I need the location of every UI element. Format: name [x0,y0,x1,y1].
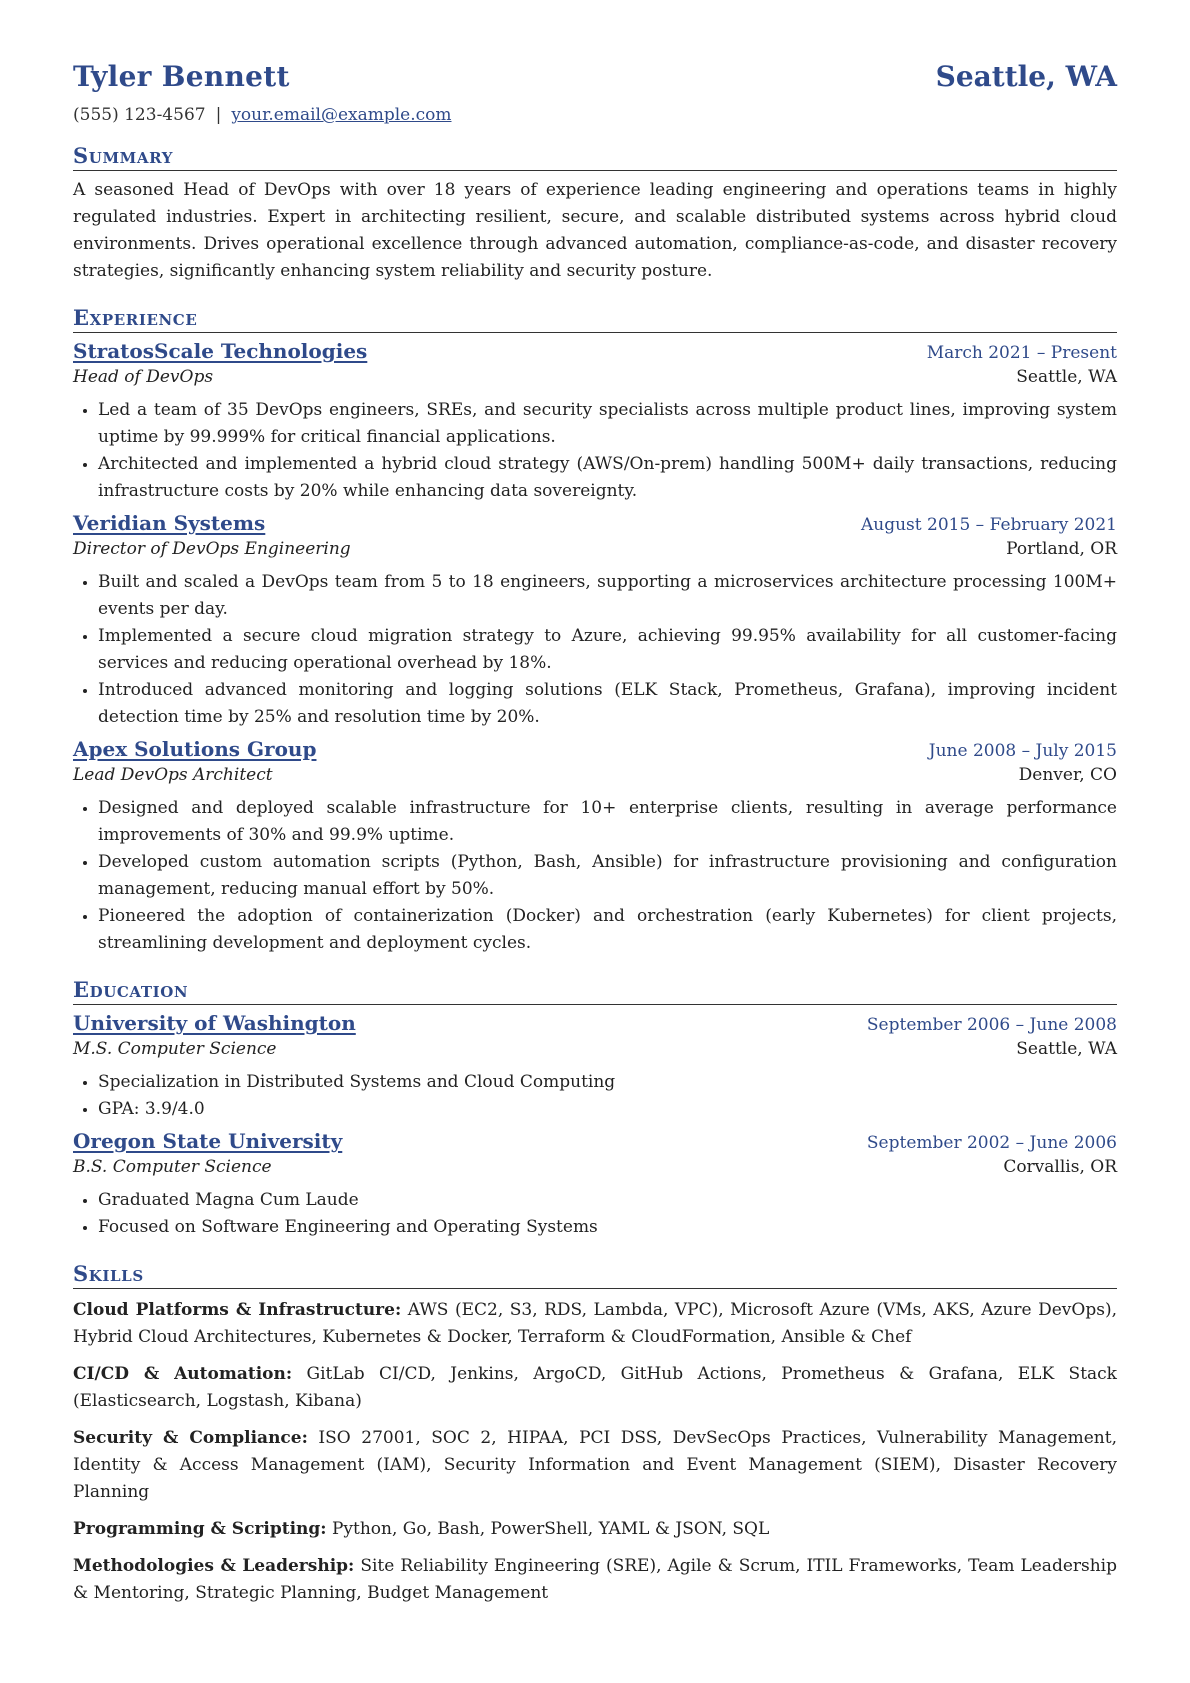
bullet-item: • Pioneered the adoption of containerization (Docker) and orchestration (early Kubernetes) for client projects, streamlining development and deployment cycles. [98,903,1117,957]
organization-link[interactable]: Oregon State University [73,1129,343,1153]
entry-role: Lead DevOps Architect [73,765,273,785]
candidate-location: Seattle, WA [935,60,1117,93]
bullet-item: • Implemented a secure cloud migration strategy to Azure, achieving 99.95% availability for all customer-facing services and reducing operational overhead by 18%. [98,623,1117,677]
entry-header [73,339,1117,363]
entry-header [73,1011,1117,1035]
entry-bullets [73,397,1117,505]
section-title-skills: Skills [73,1261,1117,1289]
bullet-item: • Designed and deployed scalable infrastructure for 10+ enterprise clients, resulting in average performance improvements of 30% and 99.9% uptime. [98,795,1117,849]
email-link[interactable]: your.email@example.com [231,105,452,125]
bullet-item: • Specialization in Distributed Systems and Cloud Computing [98,1069,1117,1096]
education-entry [73,1011,1117,1123]
skill-row [73,1425,1117,1506]
skill-values: Site Reliability Engineering (SRE), Agile & Scrum, ITIL Frameworks, Team Leadership & Mentoring, Strategic Planning, Budget Management [73,1556,1118,1603]
entry-bullets [73,569,1117,731]
skill-values: GitLab CI/CD, Jenkins, ArgoCD, GitHub Actions, Prometheus & Grafana, ELK Stack (Elasticsearch, Logstash, Kibana) [73,1364,1117,1411]
organization-link[interactable]: University of Washington [73,1011,356,1035]
entry-subheader [73,1157,1117,1177]
experience-entry [73,339,1117,505]
entry-location: Seattle, WA [1016,1039,1117,1059]
organization-link[interactable]: StratosScale Technologies [73,339,368,363]
bullet-item: • Introduced advanced monitoring and logging solutions (ELK Stack, Prometheus, Grafana), improving incident detection time by 25% and resolution time by 20%. [98,677,1117,731]
skill-row [73,1361,1117,1415]
phone-number: (555) 123-4567 [73,105,206,125]
bullet-item: • Architected and implemented a hybrid cloud strategy (AWS/On-prem) handling 500M+ daily transactions, reducing infrastructure costs by 20% while enhancing data sovereignty. [98,451,1117,505]
skill-row [73,1553,1117,1607]
bullet-item: • Built and scaled a DevOps team from 5 to 18 engineers, supporting a microservices architecture processing 100M+ events per day. [98,569,1117,623]
skill-category: Programming & Scripting: [73,1519,327,1539]
entry-role: B.S. Computer Science [73,1157,272,1177]
entry-location: Corvallis, OR [1003,1157,1117,1177]
entry-location: Seattle, WA [1016,367,1117,387]
entry-bullets [73,1187,1117,1241]
skill-values: AWS (EC2, S3, RDS, Lambda, VPC), Microsoft Azure (VMs, AKS, Azure DevOps), Hybrid Cloud Architectures, Kubernetes & Docker, Terraform & CloudFormation, Ansible & Chef [73,1300,1117,1347]
education-list [73,1011,1117,1241]
skill-category: Cloud Platforms & Infrastructure: [73,1300,402,1320]
entry-bullets [73,1069,1117,1123]
experience-list [73,339,1117,957]
section-title-experience: Experience [73,305,1117,333]
entry-dates: September 2002 – June 2006 [866,1133,1117,1153]
bullet-item: • Focused on Software Engineering and Operating Systems [98,1214,1117,1241]
entry-dates: September 2006 – June 2008 [866,1015,1117,1035]
bullet-item: • Graduated Magna Cum Laude [98,1187,1117,1214]
entry-location: Portland, OR [1006,539,1117,559]
skill-category: CI/CD & Automation: [73,1364,293,1384]
entry-header [73,1129,1117,1153]
entry-role: M.S. Computer Science [73,1039,277,1059]
entry-bullets [73,795,1117,957]
bullet-item: • Developed custom automation scripts (Python, Bash, Ansible) for infrastructure provisioning and configuration management, reducing manual effort by 50%. [98,849,1117,903]
organization-link[interactable]: Apex Solutions Group [73,737,317,761]
section-title-education: Education [73,977,1117,1005]
entry-header [73,511,1117,535]
experience-entry [73,737,1117,957]
entry-subheader [73,367,1117,387]
entry-role: Director of DevOps Engineering [73,539,351,559]
candidate-name: Tyler Bennett [73,60,290,93]
bullet-item: • GPA: 3.9/4.0 [98,1096,1117,1123]
education-entry [73,1129,1117,1241]
skill-values: Python, Go, Bash, PowerShell, YAML & JSON, SQL [331,1519,770,1539]
entry-role: Head of DevOps [73,367,214,387]
entry-dates: June 2008 – July 2015 [928,741,1117,761]
summary-text: A seasoned Head of DevOps with over 18 years of experience leading engineering and operations teams in highly regulated industries. Expert in architecting resilient, secure, and scalable distributed systems across hybrid cloud environments. Drives operational excellence through advanced automation, compliance-as-code, and disaster recovery strategies, significantly enhancing system reliability and security posture. [73,180,1117,281]
contact-separator: | [215,105,222,125]
entry-dates: March 2021 – Present [926,343,1117,363]
entry-header [73,737,1117,761]
entry-subheader [73,539,1117,559]
entry-location: Denver, CO [1018,765,1117,785]
skill-category: Security & Compliance: [73,1428,308,1448]
bullet-item: • Led a team of 35 DevOps engineers, SREs, and security specialists across multiple product lines, improving system uptime by 99.999% for critical financial applications. [98,397,1117,451]
entry-subheader [73,1039,1117,1059]
experience-entry [73,511,1117,731]
entry-subheader [73,765,1117,785]
skill-row [73,1297,1117,1351]
skill-values: ISO 27001, SOC 2, HIPAA, PCI DSS, DevSecOps Practices, Vulnerability Management, Identity & Access Management (IAM), Security Information and Event Management (SIEM), Disaster Recovery Planning [73,1428,1117,1502]
section-title-summary: Summary [73,143,1117,171]
skills-list [73,1297,1117,1607]
entry-dates: August 2015 – February 2021 [860,515,1117,535]
contact-line [73,105,1117,125]
skill-row [73,1516,1117,1543]
resume-header [73,60,1117,93]
skill-category: Methodologies & Leadership: [73,1556,355,1576]
organization-link[interactable]: Veridian Systems [73,511,266,535]
